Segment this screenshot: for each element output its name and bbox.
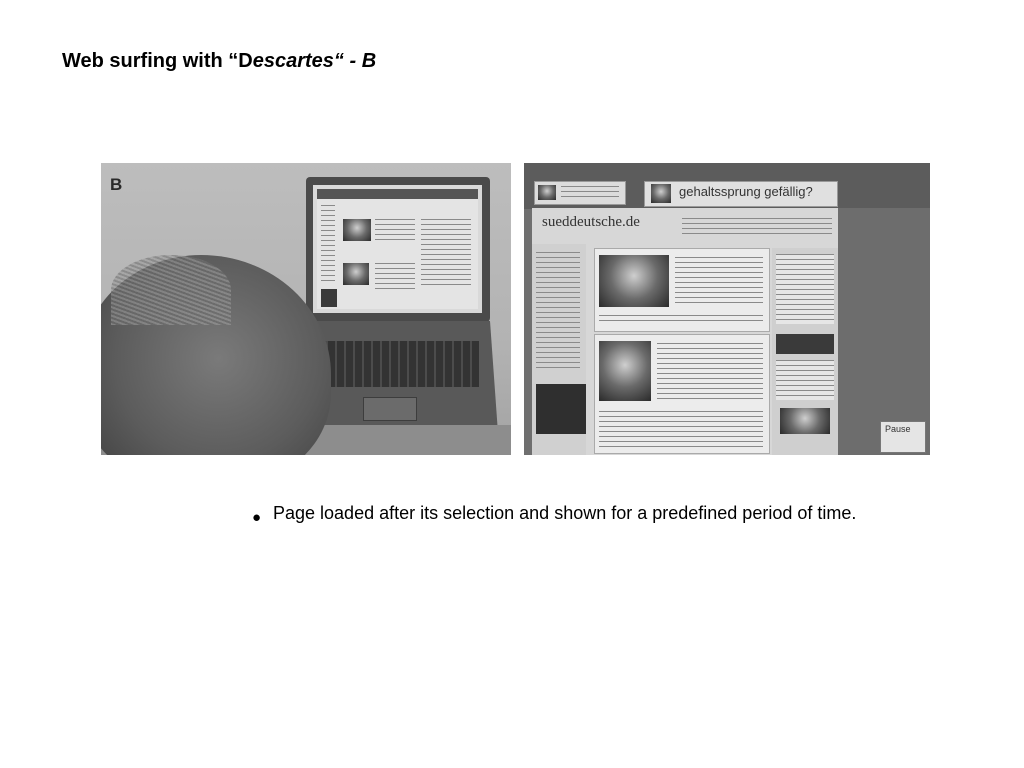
sidebar-photo: [780, 408, 830, 434]
photo-screen-closeup: [524, 163, 930, 455]
second-article: [594, 334, 770, 454]
small-banner-image: [538, 185, 556, 200]
sidebar-table: [776, 360, 834, 400]
mini-photo-portrait: [343, 219, 371, 241]
lead-article: [594, 248, 770, 332]
laptop-screen: [313, 185, 482, 313]
mini-header-bar: [317, 189, 478, 199]
mini-nav-lines: [321, 205, 335, 285]
person-hair: [111, 255, 231, 325]
pause-label: Pause: [885, 424, 911, 434]
mini-text-lines: [375, 219, 415, 243]
ad-banner: [644, 181, 838, 207]
webpage-logo: sueddeutsche.de: [542, 214, 640, 230]
mini-text-lines-2: [375, 263, 415, 293]
bullet-text: Page loaded after its selection and shown for a predefined period of time.: [273, 503, 857, 523]
lead-article-footer: [599, 315, 763, 323]
webpage-sidebar: [772, 248, 838, 455]
mini-dark-box: [321, 289, 337, 307]
webpage-left-nav: [532, 244, 586, 455]
second-article-text: [657, 343, 763, 401]
second-article-photo: [599, 341, 651, 401]
mini-sidebar-lines: [421, 219, 471, 289]
laptop-keyboard: [319, 341, 479, 387]
webpage: [532, 208, 838, 455]
lead-article-text: [675, 257, 763, 307]
laptop-touchpad: [363, 397, 417, 421]
bullet-symbol: ●: [252, 509, 262, 526]
webpage-header-links: [682, 218, 832, 234]
ad-banner-image: [651, 184, 671, 203]
small-banner-text: [561, 186, 619, 198]
small-banner: [534, 181, 626, 205]
lead-article-portrait: [599, 255, 669, 307]
photo-user-at-laptop: [101, 163, 511, 455]
screen-right-margin: [838, 208, 930, 455]
ad-banner-text: gehaltssprung gefällig?: [679, 184, 813, 199]
sidebar-dark-image: [776, 334, 834, 354]
mini-photo-crowd: [343, 263, 369, 285]
slide-title: [62, 50, 376, 73]
slide-title-italic: escartes“ - B: [252, 50, 377, 72]
left-nav-links: [536, 252, 580, 372]
left-nav-dark-box: [536, 384, 586, 434]
sidebar-box: [776, 254, 834, 324]
panel-label: B: [110, 175, 123, 194]
slide-title-text: Web surfing with “D: [62, 50, 253, 72]
pause-button[interactable]: [880, 421, 926, 453]
mini-webpage: [317, 189, 478, 309]
second-article-teasers: [599, 411, 763, 447]
